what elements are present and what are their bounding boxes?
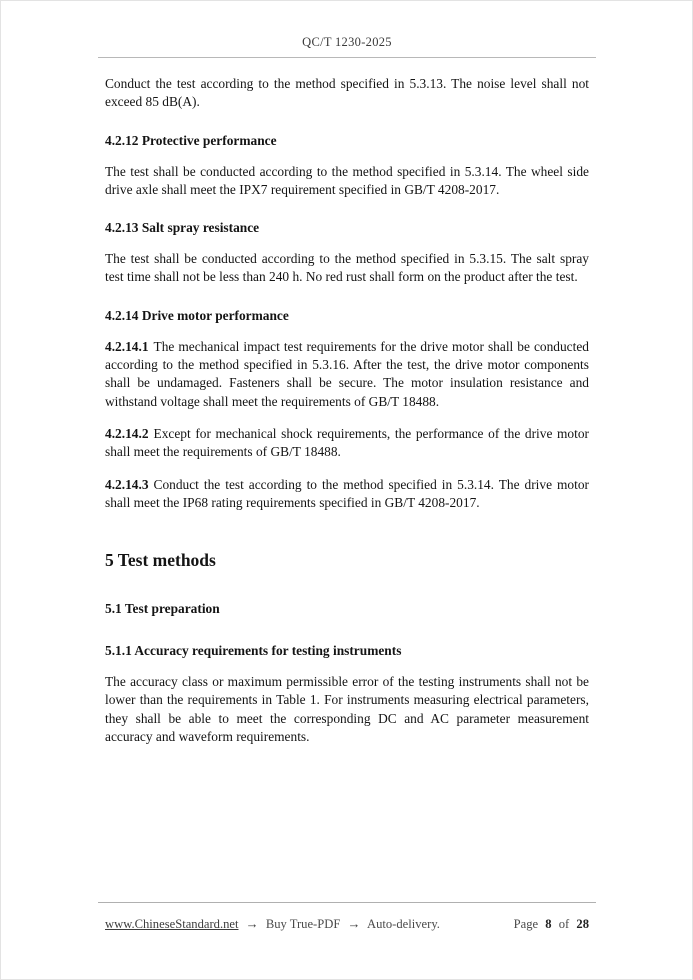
total-page-number: 28 <box>576 917 589 931</box>
arrow-right-icon: → <box>347 916 361 931</box>
clause-text: The mechanical impact test requirements for the drive motor shall be conducted according to the method specified in 5.3.16. After the test, the drive motor components shall be undamaged. Fasteners shall be secure. The motor insulation resistance and withstand voltage shall meet the requirements of GB/T 18488. <box>105 338 589 409</box>
page-footer <box>105 916 589 932</box>
page-indicator <box>510 917 589 932</box>
clause-number: 4.2.14.3 <box>105 476 149 492</box>
paragraph-noise-test: Conduct the test according to the method specified in 5.3.13. The noise level shall not exceed 85 dB(A). <box>105 76 589 110</box>
clause-number: 4.2.14.2 <box>105 425 149 441</box>
clause-text: Except for mechanical shock requirements, the performance of the drive motor shall meet the requirements of GB/T 18488. <box>105 425 589 460</box>
footer-delivery-label: Auto-delivery. <box>366 917 440 931</box>
heading-5-1: 5.1 Test preparation <box>105 601 220 617</box>
site-link[interactable]: www.ChineseStandard.net <box>105 917 239 931</box>
heading-4-2-12: 4.2.12 Protective performance <box>105 132 277 148</box>
heading-4-2-14: 4.2.14 Drive motor performance <box>105 307 289 323</box>
header-doc-number: QC/T 1230-2025 <box>302 35 392 49</box>
page-content <box>105 75 589 760</box>
footer-divider <box>98 902 596 903</box>
heading-chapter-5: 5 Test methods <box>105 550 216 571</box>
header-divider <box>98 57 596 58</box>
current-page-number: 8 <box>545 917 552 931</box>
of-word: of <box>558 917 570 931</box>
paragraph-4-2-14-3 <box>105 476 589 513</box>
paragraph-4-2-12: The test shall be conducted according to the method specified in 5.3.14. The wheel side drive axle shall meet the IPX7 requirement specified in GB/T 4208-2017. <box>105 163 589 197</box>
arrow-right-icon: → <box>245 916 259 931</box>
page-word: Page <box>513 917 539 931</box>
paragraph-4-2-13: The test shall be conducted according to the method specified in 5.3.15. The salt spray test time shall not be less than 240 h. No red rust shall form on the product after the test. <box>105 251 589 285</box>
heading-4-2-13: 4.2.13 Salt spray resistance <box>105 220 260 236</box>
paragraph-4-2-14-1 <box>105 338 589 411</box>
heading-5-1-1: 5.1.1 Accuracy requirements for testing instruments <box>105 643 402 659</box>
footer-source-line <box>105 916 444 932</box>
clause-text: Conduct the test according to the method specified in 5.3.14. The drive motor shall meet the IP68 rating requirements specified in GB/T 4208-2017. <box>105 476 589 510</box>
clause-number: 4.2.14.1 <box>105 338 149 354</box>
footer-buy-label: Buy True-PDF <box>265 917 341 931</box>
paragraph-4-2-14-2 <box>105 425 589 462</box>
paragraph-5-1-1: The accuracy class or maximum permissible error of the testing instruments shall not be lower than the requirements in Table 1. For instruments measuring electrical parameters, they shall be able to meet the corresponding DC and AC parameter measurement accuracy and waveform requirements. <box>105 674 589 745</box>
